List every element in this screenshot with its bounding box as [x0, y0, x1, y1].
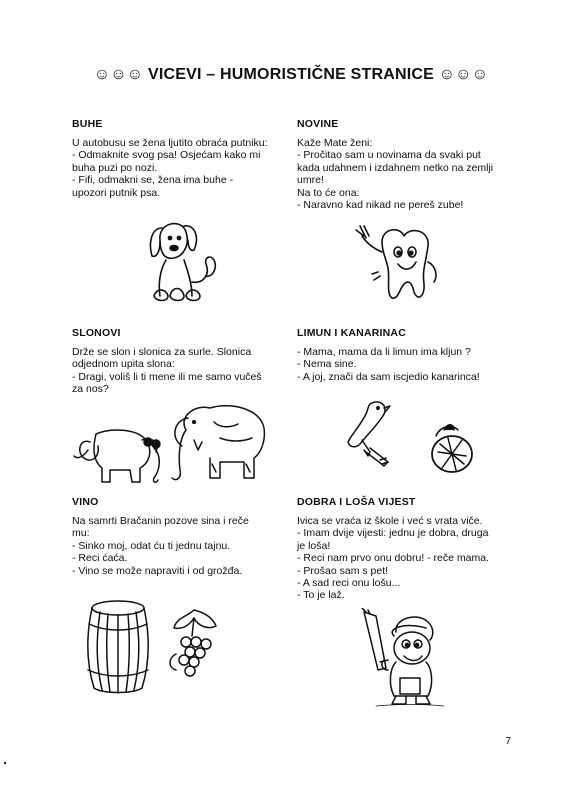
joke-line: Kaže Mate ženi: — [297, 137, 373, 149]
joke-line: odjednom upita slona: — [72, 358, 175, 371]
tooth-icon — [352, 222, 452, 312]
joke-line: - Prošao sam s pet! — [297, 564, 389, 577]
joke-line: - A sad reci onu lošu... — [297, 577, 401, 590]
joke-line: je loša! — [297, 539, 331, 552]
joke-heading: VINO — [72, 496, 99, 508]
joke-line: - Odmaknite svog psa! Osjećam kako mi — [72, 149, 261, 162]
joke-line: - Mama, mama da li limun ima kljun ? — [297, 346, 471, 358]
joke-vino — [72, 496, 304, 577]
joke-dobra — [297, 496, 529, 602]
joke-line: Ivica se vraća iz škole i već s vrata viče. — [297, 515, 483, 527]
page-number: 7 — [505, 736, 511, 747]
joke-limun — [297, 327, 529, 383]
dog-icon — [130, 212, 230, 308]
joke-slonovi — [72, 327, 304, 396]
joke-line: - Reci nam prvo onu dobru! - reče mama. — [297, 552, 489, 565]
joke-line: kada udahnem i izdahnem netko na zemlji — [297, 161, 494, 174]
joke-line: - Vino se može napraviti i od grožđa. — [72, 564, 243, 577]
joke-line: - A joj, znači da sam iscjedio kanarinca! — [297, 370, 480, 383]
joke-heading: SLONOVI — [72, 327, 121, 339]
joke-heading: NOVINE — [297, 118, 339, 130]
joke-line: - To je laž. — [297, 589, 345, 602]
joke-line: Na samrti Bračanin pozove sina i reče — [72, 515, 249, 527]
boy-pencil-icon — [356, 608, 456, 708]
barrel-grapes-icon — [78, 596, 228, 696]
joke-line: - Fifi, odmakni se, žena ima buhe - — [72, 174, 234, 187]
joke-line: - Sinko moj, odat ću ti jednu tajnu. — [72, 539, 231, 552]
joke-novine — [297, 118, 529, 211]
bird-lemon-icon — [340, 400, 490, 480]
joke-line: Drže se slon i slonica za surle. Slonica — [72, 346, 252, 358]
elephants-icon — [70, 398, 266, 488]
joke-line: - Nema sine. — [297, 358, 357, 371]
joke-line: mu: — [72, 527, 90, 540]
joke-heading: LIMUN I KANARINAC — [297, 327, 406, 339]
joke-line: umre! — [297, 174, 324, 187]
joke-line: buha puzi po nozi. — [72, 161, 158, 174]
joke-line: za nos? — [72, 383, 109, 396]
joke-heading: BUHE — [72, 118, 103, 130]
joke-line: U autobusu se žena ljutito obraća putniku: — [72, 137, 268, 149]
joke-heading: DOBRA I LOŠA VIJEST — [297, 496, 416, 508]
joke-line: - Naravno kad nikad ne pereš zube! — [297, 199, 464, 212]
joke-line: Na to će ona: — [297, 186, 360, 199]
joke-line: - Reci ćaća. — [72, 552, 128, 565]
joke-line: - Imam dvije vijesti: jednu je dobra, druga — [297, 527, 489, 540]
joke-line: - Pročitao sam u novinama da svaki put — [297, 149, 481, 162]
joke-line: - Dragi, voliš li ti mene ili me samo vučeš — [72, 370, 262, 383]
margin-mark — [4, 762, 6, 764]
joke-line: upozori putnik psa. — [72, 186, 161, 199]
joke-buhe — [72, 118, 304, 199]
page-title: ☺☺☺ VICEVI – HUMORISTIČNE STRANICE ☺☺☺ — [93, 66, 489, 83]
